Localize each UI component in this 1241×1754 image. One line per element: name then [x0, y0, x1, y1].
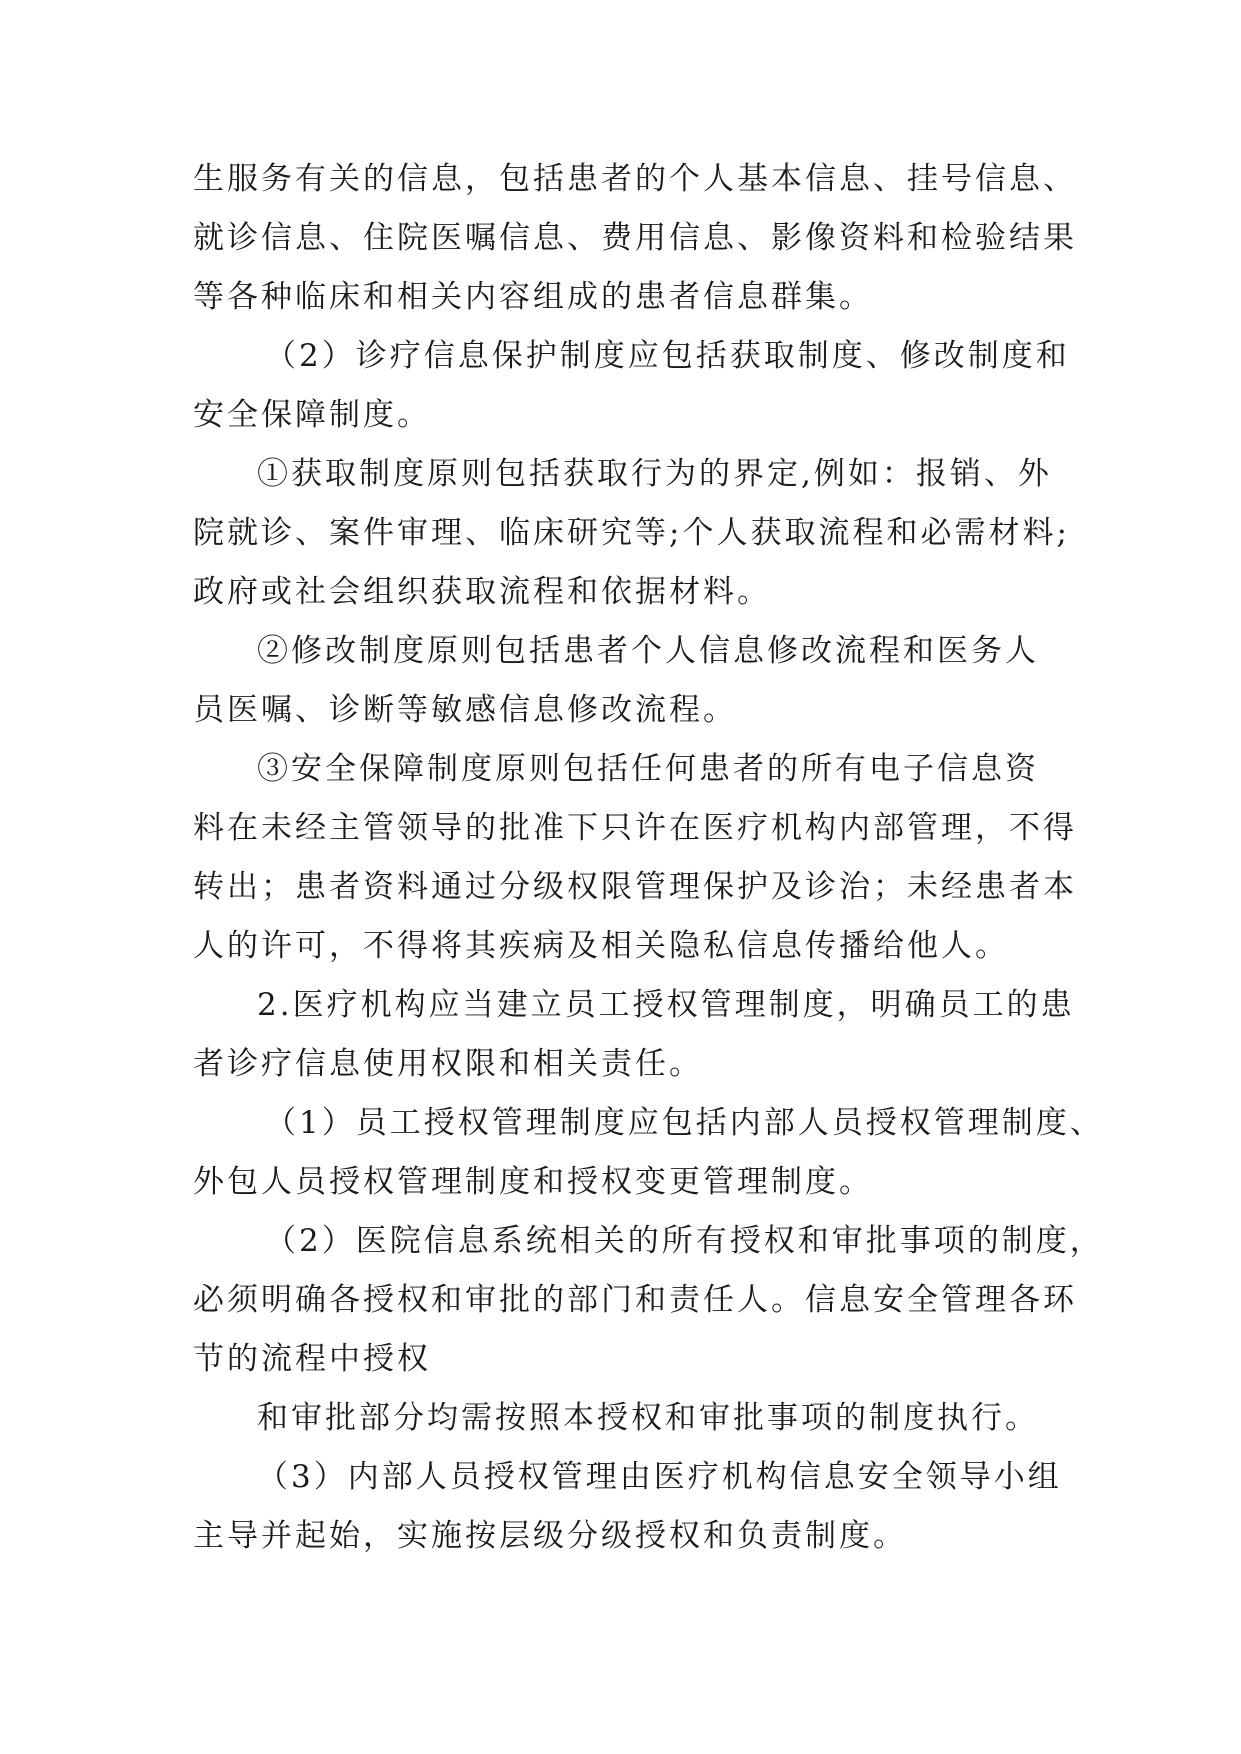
text-line: 生服务有关的信息，包括患者的个人基本信息、挂号信息、: [193, 161, 1077, 197]
document-body: [193, 150, 1104, 1566]
text-line: 料在未经主管领导的批准下只许在医疗机构内部管理，不得: [193, 810, 1077, 846]
text-line: 转出；患者资料通过分级权限管理保护及诊治；未经患者本: [193, 869, 1077, 905]
text-line: 院就诊、案件审理、临床研究等;个人获取流程和必需材料;: [193, 515, 1070, 551]
text-line: 等各种临床和相关内容组成的患者信息群集。: [193, 279, 873, 315]
text-line: （2）诊疗信息保护制度应包括获取制度、修改制度和: [265, 338, 1070, 374]
text-line: 外包人员授权管理制度和授权变更管理制度。: [193, 1164, 873, 1200]
text-line: 人的许可，不得将其疾病及相关隐私信息传播给他人。: [193, 928, 1009, 964]
text-line: ①获取制度原则包括获取行为的界定,例如：报销、外: [257, 456, 1052, 492]
text-line: （2）医院信息系统相关的所有授权和审批事项的制度，: [265, 1223, 1104, 1259]
text-line: 2.医疗机构应当建立员工授权管理制度，明确员工的患: [257, 987, 1075, 1023]
text-line: 者诊疗信息使用权限和相关责任。: [193, 1046, 703, 1082]
text-line: 节的流程中授权: [193, 1341, 431, 1377]
text-line: 必须明确各授权和审批的部门和责任人。信息安全管理各环: [193, 1282, 1077, 1318]
text-line: 员医嘱、诊断等敏感信息修改流程。: [193, 692, 737, 728]
text-line: 政府或社会组织获取流程和依据材料。: [193, 574, 771, 610]
text-line: （3）内部人员授权管理由医疗机构信息安全领导小组: [257, 1459, 1062, 1495]
text-line: 主导并起始，实施按层级分级授权和负责制度。: [193, 1518, 907, 1554]
text-line: 和审批部分均需按照本授权和审批事项的制度执行。: [257, 1400, 1039, 1436]
text-line: 就诊信息、住院医嘱信息、费用信息、影像资料和检验结果: [193, 220, 1077, 256]
text-line: ②修改制度原则包括患者个人信息修改流程和医务人: [257, 633, 1039, 669]
text-line: ③安全保障制度原则包括任何患者的所有电子信息资: [257, 751, 1039, 787]
text-line: （1）员工授权管理制度应包括内部人员授权管理制度、: [265, 1105, 1104, 1141]
text-line: 安全保障制度。: [193, 397, 431, 433]
